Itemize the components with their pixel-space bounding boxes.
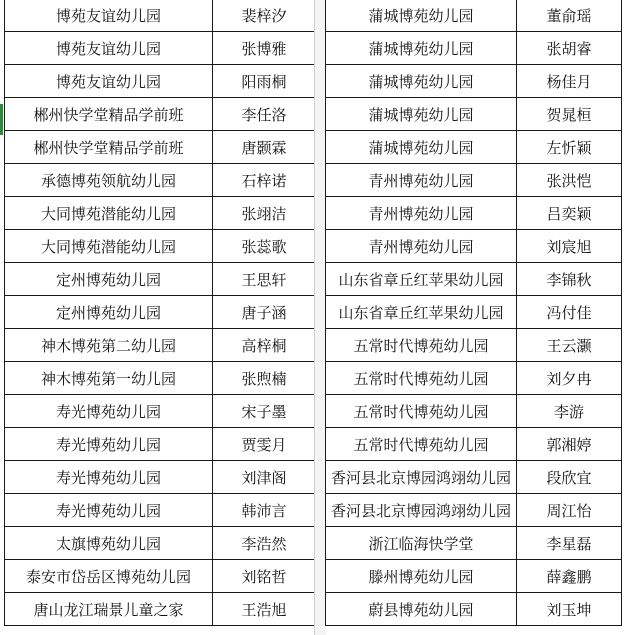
table-row xyxy=(326,527,622,560)
student-name-cell[interactable]: 周江怡 xyxy=(517,494,622,527)
table-row xyxy=(5,593,316,626)
school-name-cell[interactable]: 五常时代博苑幼儿园 xyxy=(326,428,517,461)
student-name-cell[interactable]: 李星磊 xyxy=(517,527,622,560)
table-row xyxy=(5,197,316,230)
school-name-cell[interactable]: 青州博苑幼儿园 xyxy=(326,197,517,230)
table-row xyxy=(326,362,622,395)
student-name-cell[interactable]: 刘铭哲 xyxy=(213,560,316,593)
table-row xyxy=(326,395,622,428)
student-name-cell[interactable]: 刘津阁 xyxy=(213,461,316,494)
school-name-cell[interactable]: 大同博苑潜能幼儿园 xyxy=(5,230,213,263)
student-name-cell[interactable]: 李游 xyxy=(517,395,622,428)
table-row xyxy=(326,0,622,32)
school-name-cell[interactable]: 五常时代博苑幼儿园 xyxy=(326,329,517,362)
table-row xyxy=(5,560,316,593)
school-name-cell[interactable]: 神木博苑第二幼儿园 xyxy=(5,329,213,362)
student-name-cell[interactable]: 李浩然 xyxy=(213,527,316,560)
school-name-cell[interactable]: 香河县北京博园鸿翊幼儿园 xyxy=(326,461,517,494)
school-name-cell[interactable]: 太旗博苑幼儿园 xyxy=(5,527,213,560)
student-name-cell[interactable]: 杨佳月 xyxy=(517,65,622,98)
table-row xyxy=(5,98,316,131)
table-row xyxy=(326,65,622,98)
school-name-cell[interactable]: 神木博苑第一幼儿园 xyxy=(5,362,213,395)
table-row xyxy=(326,593,622,626)
school-name-cell[interactable]: 山东省章丘红苹果幼儿园 xyxy=(326,296,517,329)
student-name-cell[interactable]: 韩沛言 xyxy=(213,494,316,527)
school-name-cell[interactable]: 青州博苑幼儿园 xyxy=(326,230,517,263)
school-name-cell[interactable]: 郴州快学堂精品学前班 xyxy=(5,98,213,131)
school-name-cell[interactable]: 滕州博苑幼儿园 xyxy=(326,560,517,593)
table-row xyxy=(5,131,316,164)
student-name-cell[interactable]: 李任洛 xyxy=(213,98,316,131)
table-row xyxy=(5,32,316,65)
school-name-cell[interactable]: 寿光博苑幼儿园 xyxy=(5,395,213,428)
school-name-cell[interactable]: 寿光博苑幼儿园 xyxy=(5,461,213,494)
school-name-cell[interactable]: 泰安市岱岳区博苑幼儿园 xyxy=(5,560,213,593)
table-row xyxy=(5,329,316,362)
school-name-cell[interactable]: 香河县北京博园鸿翊幼儿园 xyxy=(326,494,517,527)
school-name-cell[interactable]: 五常时代博苑幼儿园 xyxy=(326,395,517,428)
student-name-cell[interactable]: 阳雨桐 xyxy=(213,65,316,98)
student-name-cell[interactable]: 刘玉坤 xyxy=(517,593,622,626)
student-name-cell[interactable]: 郭湘婷 xyxy=(517,428,622,461)
school-name-cell[interactable]: 蒲城博苑幼儿园 xyxy=(326,65,517,98)
student-name-cell[interactable]: 唐颢霖 xyxy=(213,131,316,164)
table-row xyxy=(326,131,622,164)
selected-row-marker xyxy=(0,104,3,135)
student-name-cell[interactable]: 王浩旭 xyxy=(213,593,316,626)
table-row xyxy=(326,494,622,527)
student-name-cell[interactable]: 吕奕颖 xyxy=(517,197,622,230)
student-name-cell[interactable]: 段欣宜 xyxy=(517,461,622,494)
table-row xyxy=(5,428,316,461)
school-name-cell[interactable]: 定州博苑幼儿园 xyxy=(5,263,213,296)
table-row xyxy=(326,230,622,263)
school-name-cell[interactable]: 五常时代博苑幼儿园 xyxy=(326,362,517,395)
left-table xyxy=(4,0,316,626)
student-name-cell[interactable]: 宋子墨 xyxy=(213,395,316,428)
school-name-cell[interactable]: 承德博苑领航幼儿园 xyxy=(5,164,213,197)
table-row xyxy=(326,329,622,362)
student-name-cell[interactable]: 王思轩 xyxy=(213,263,316,296)
school-name-cell[interactable]: 唐山龙江瑞景儿童之家 xyxy=(5,593,213,626)
school-name-cell[interactable]: 博苑友谊幼儿园 xyxy=(5,32,213,65)
student-name-cell[interactable]: 石梓诺 xyxy=(213,164,316,197)
school-name-cell[interactable]: 郴州快学堂精品学前班 xyxy=(5,131,213,164)
student-name-cell[interactable]: 张蕊歌 xyxy=(213,230,316,263)
student-name-cell[interactable]: 张煦楠 xyxy=(213,362,316,395)
table-row xyxy=(326,560,622,593)
table-row xyxy=(5,461,316,494)
school-name-cell[interactable]: 大同博苑潜能幼儿园 xyxy=(5,197,213,230)
school-name-cell[interactable]: 寿光博苑幼儿园 xyxy=(5,428,213,461)
table-row xyxy=(326,428,622,461)
student-name-cell[interactable]: 唐子涵 xyxy=(213,296,316,329)
student-name-cell[interactable]: 董俞瑶 xyxy=(517,0,622,32)
student-name-cell[interactable]: 张翊洁 xyxy=(213,197,316,230)
table-row xyxy=(5,230,316,263)
table-row xyxy=(326,461,622,494)
table-row xyxy=(5,362,316,395)
student-name-cell[interactable]: 薛鑫鹏 xyxy=(517,560,622,593)
table-row xyxy=(5,527,316,560)
student-name-cell[interactable]: 左忻颖 xyxy=(517,131,622,164)
school-name-cell[interactable]: 蒲城博苑幼儿园 xyxy=(326,131,517,164)
student-name-cell[interactable]: 刘宸旭 xyxy=(517,230,622,263)
table-row xyxy=(5,296,316,329)
school-name-cell[interactable]: 山东省章丘红苹果幼儿园 xyxy=(326,263,517,296)
school-name-cell[interactable]: 蔚县博苑幼儿园 xyxy=(326,593,517,626)
table-row xyxy=(326,164,622,197)
table-row xyxy=(326,197,622,230)
school-name-cell[interactable]: 蒲城博苑幼儿园 xyxy=(326,32,517,65)
school-name-cell[interactable]: 浙江临海快学堂 xyxy=(326,527,517,560)
table-row xyxy=(326,296,622,329)
student-name-cell[interactable]: 高梓桐 xyxy=(213,329,316,362)
student-name-cell[interactable]: 李锦秋 xyxy=(517,263,622,296)
table-row xyxy=(5,0,316,32)
table-row xyxy=(5,164,316,197)
student-name-cell[interactable]: 王云灏 xyxy=(517,329,622,362)
student-name-cell[interactable]: 刘夕冉 xyxy=(517,362,622,395)
table-row xyxy=(5,395,316,428)
table-row xyxy=(5,263,316,296)
student-name-cell[interactable]: 张洪恺 xyxy=(517,164,622,197)
table-row xyxy=(326,32,622,65)
table-row xyxy=(326,263,622,296)
school-name-cell[interactable]: 青州博苑幼儿园 xyxy=(326,164,517,197)
school-name-cell[interactable]: 博苑友谊幼儿园 xyxy=(5,65,213,98)
student-name-cell[interactable]: 贾雯月 xyxy=(213,428,316,461)
table-row xyxy=(5,494,316,527)
student-name-cell[interactable]: 张胡睿 xyxy=(517,32,622,65)
student-name-cell[interactable]: 裴梓汐 xyxy=(213,0,316,32)
table-row xyxy=(326,98,622,131)
school-name-cell[interactable]: 博苑友谊幼儿园 xyxy=(5,0,213,32)
student-name-cell[interactable]: 贺晁桓 xyxy=(517,98,622,131)
school-name-cell[interactable]: 蒲城博苑幼儿园 xyxy=(326,98,517,131)
school-name-cell[interactable]: 定州博苑幼儿园 xyxy=(5,296,213,329)
right-table xyxy=(325,0,622,626)
table-row xyxy=(5,65,316,98)
school-name-cell[interactable]: 寿光博苑幼儿园 xyxy=(5,494,213,527)
student-name-cell[interactable]: 张博雅 xyxy=(213,32,316,65)
student-name-cell[interactable]: 冯付佳 xyxy=(517,296,622,329)
school-name-cell[interactable]: 蒲城博苑幼儿园 xyxy=(326,0,517,32)
